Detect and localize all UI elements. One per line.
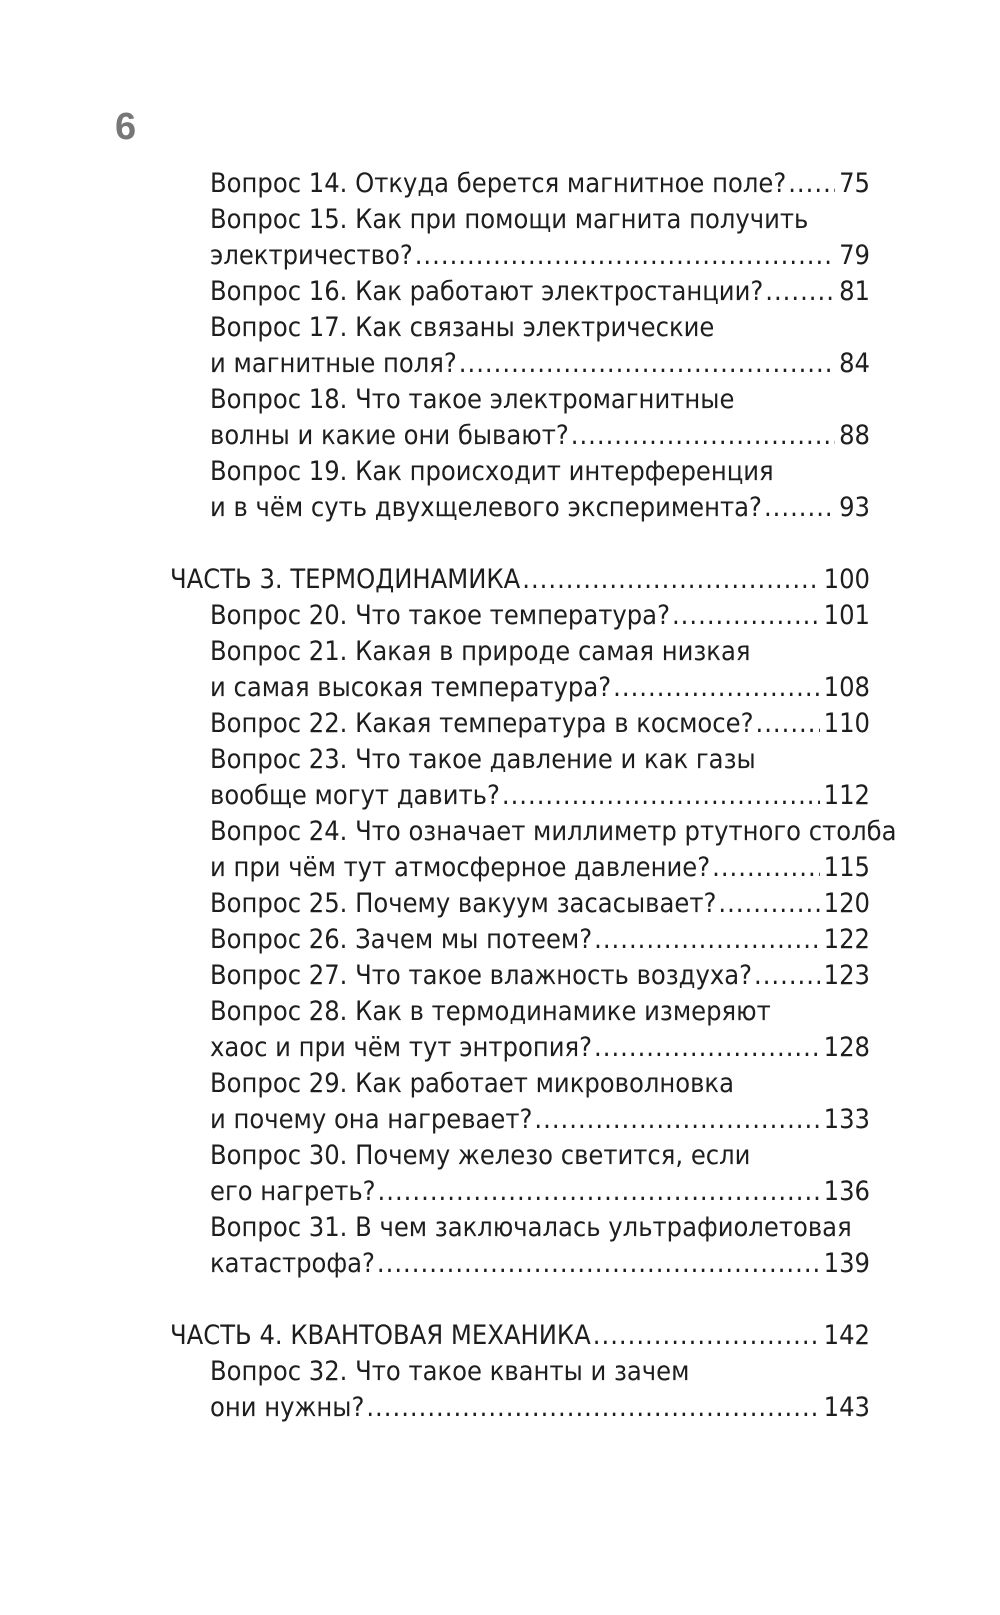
toc-entry-line	[210, 274, 870, 310]
leader-dots	[756, 706, 820, 742]
toc-entry-line	[210, 454, 774, 490]
toc-page-number: 122	[823, 924, 870, 955]
toc-entry-text: Вопрос 32. Что такое кванты и зачем	[210, 1356, 690, 1387]
toc-entry-line	[210, 778, 870, 814]
toc-entry-text: Вопрос 16. Как работают электростанции?	[210, 276, 764, 307]
leader-dots	[593, 1318, 820, 1354]
toc-entry-text: Вопрос 23. Что такое давление и как газы	[210, 744, 756, 775]
toc-entry-text: катастрофа?	[210, 1248, 375, 1279]
toc-page-number: 128	[823, 1032, 870, 1063]
leader-dots	[672, 598, 820, 634]
toc-entry-text: Вопрос 20. Что такое температура?	[210, 600, 670, 631]
toc-entry-text: Вопрос 25. Почему вакуум засасывает?	[210, 888, 717, 919]
toc-entry-text: Вопрос 31. В чем заключалась ультрафиолетовая	[210, 1212, 852, 1243]
toc-entry-text: вообще могут давить?	[210, 780, 500, 811]
toc-entry-line	[210, 886, 870, 922]
toc-entry-text: ЧАСТЬ 3. ТЕРМОДИНАМИКА	[170, 564, 521, 595]
toc-entry-line	[210, 1246, 870, 1282]
toc-entry-text: Вопрос 24. Что означает миллиметр ртутного столба	[210, 816, 897, 847]
toc-entry-text: и в чём суть двухщелевого эксперимента?	[210, 492, 762, 523]
toc-page-number: 136	[823, 1176, 870, 1207]
toc-page-number: 75	[839, 168, 870, 199]
toc-page-number: 110	[823, 708, 870, 739]
toc-entry-text: Вопрос 19. Как происходит интерференция	[210, 456, 774, 487]
leader-dots	[459, 346, 835, 382]
toc-page-number: 123	[823, 960, 870, 991]
toc-entry-line	[210, 202, 808, 238]
toc-page-number: 120	[823, 888, 870, 919]
toc-entry-text: и самая высокая температура?	[210, 672, 612, 703]
toc-entry-line	[210, 1210, 852, 1246]
toc-page-number: 81	[839, 276, 870, 307]
leader-dots	[594, 922, 820, 958]
toc-entry-line	[210, 814, 896, 850]
leader-dots	[764, 490, 835, 526]
leader-dots	[594, 1030, 820, 1066]
toc-entry-text: Вопрос 18. Что такое электромагнитные	[210, 384, 735, 415]
toc-part-heading	[170, 562, 870, 598]
toc-entry-text: Вопрос 14. Откуда берется магнитное поле?	[210, 168, 787, 199]
toc-page-number: 142	[823, 1320, 870, 1351]
toc-page-number: 108	[823, 672, 870, 703]
toc-entry-text: волны и какие они бывают?	[210, 420, 569, 451]
toc-page-number: 101	[823, 600, 870, 631]
toc-entry-text: его нагреть?	[210, 1176, 376, 1207]
toc-entry-line	[210, 922, 870, 958]
toc-entry-text: хаос и при чём тут энтропия?	[210, 1032, 593, 1063]
toc-entry-text: Вопрос 22. Какая температура в космосе?	[210, 708, 754, 739]
toc-entry-line	[210, 346, 870, 382]
leader-dots	[415, 238, 835, 274]
toc-page-number: 93	[839, 492, 870, 523]
leader-dots	[613, 670, 820, 706]
toc-entry-line	[210, 1390, 870, 1426]
toc-entry-text: ЧАСТЬ 4. КВАНТОВАЯ МЕХАНИКА	[170, 1320, 591, 1351]
leader-dots	[718, 886, 819, 922]
toc-entry-text: и при чём тут атмосферное давление?	[210, 852, 711, 883]
toc-entry-line	[210, 166, 870, 202]
toc-part-heading	[170, 1318, 870, 1354]
toc-entry-line	[210, 1102, 870, 1138]
leader-dots	[366, 1390, 819, 1426]
toc-entry-line	[210, 418, 870, 454]
toc-entry-line	[210, 994, 771, 1030]
leader-dots	[534, 1102, 819, 1138]
toc-page-number: 84	[839, 348, 870, 379]
toc-entry-text: Вопрос 30. Почему железо светится, если	[210, 1140, 751, 1171]
toc-page-number: 112	[823, 780, 870, 811]
toc-entry-text: Вопрос 21. Какая в природе самая низкая	[210, 636, 751, 667]
toc-page-number: 100	[823, 564, 870, 595]
page-number: 6	[115, 106, 137, 148]
leader-dots	[378, 1174, 820, 1210]
toc-entry-line	[210, 490, 870, 526]
toc-entry-text: электричество?	[210, 240, 413, 271]
leader-dots	[712, 850, 820, 886]
toc-entry-text: и магнитные поля?	[210, 348, 457, 379]
toc-entry-text: Вопрос 27. Что такое влажность воздуха?	[210, 960, 752, 991]
toc-entry-line	[210, 310, 714, 346]
toc-entry-line	[210, 706, 870, 742]
toc-entry-text: Вопрос 26. Зачем мы потеем?	[210, 924, 593, 955]
toc-entry-line	[210, 742, 756, 778]
toc-entry-text: они нужны?	[210, 1392, 365, 1423]
toc-entry-text: Вопрос 17. Как связаны электрические	[210, 312, 715, 343]
toc-entry-text: Вопрос 28. Как в термодинамике измеряют	[210, 996, 771, 1027]
leader-dots	[788, 166, 835, 202]
leader-dots	[765, 274, 835, 310]
toc-page-number: 139	[823, 1248, 870, 1279]
leader-dots	[522, 562, 819, 598]
leader-dots	[571, 418, 835, 454]
toc-entry-line	[210, 1066, 734, 1102]
toc-page-number: 115	[823, 852, 870, 883]
toc-page-number: 133	[823, 1104, 870, 1135]
toc-page-number: 88	[839, 420, 870, 451]
toc-entry-text: Вопрос 15. Как при помощи магнита получить	[210, 204, 809, 235]
toc-entry-line	[210, 238, 870, 274]
toc-entry-line	[210, 634, 750, 670]
toc-entry-line	[210, 1174, 870, 1210]
toc-entry-line	[210, 1354, 689, 1390]
toc-entry-line	[210, 958, 870, 994]
toc-page-number: 79	[839, 240, 870, 271]
leader-dots	[502, 778, 820, 814]
toc-entry-line	[210, 598, 870, 634]
toc-entry-line	[210, 1138, 750, 1174]
toc-entry-line	[210, 850, 870, 886]
toc-entry-line	[210, 382, 734, 418]
leader-dots	[754, 958, 820, 994]
toc-entry-line	[210, 1030, 870, 1066]
leader-dots	[377, 1246, 820, 1282]
toc-entry-text: Вопрос 29. Как работает микроволновка	[210, 1068, 734, 1099]
toc-page-number: 143	[823, 1392, 870, 1423]
toc-entry-text: и почему она нагревает?	[210, 1104, 533, 1135]
toc-entry-line	[210, 670, 870, 706]
